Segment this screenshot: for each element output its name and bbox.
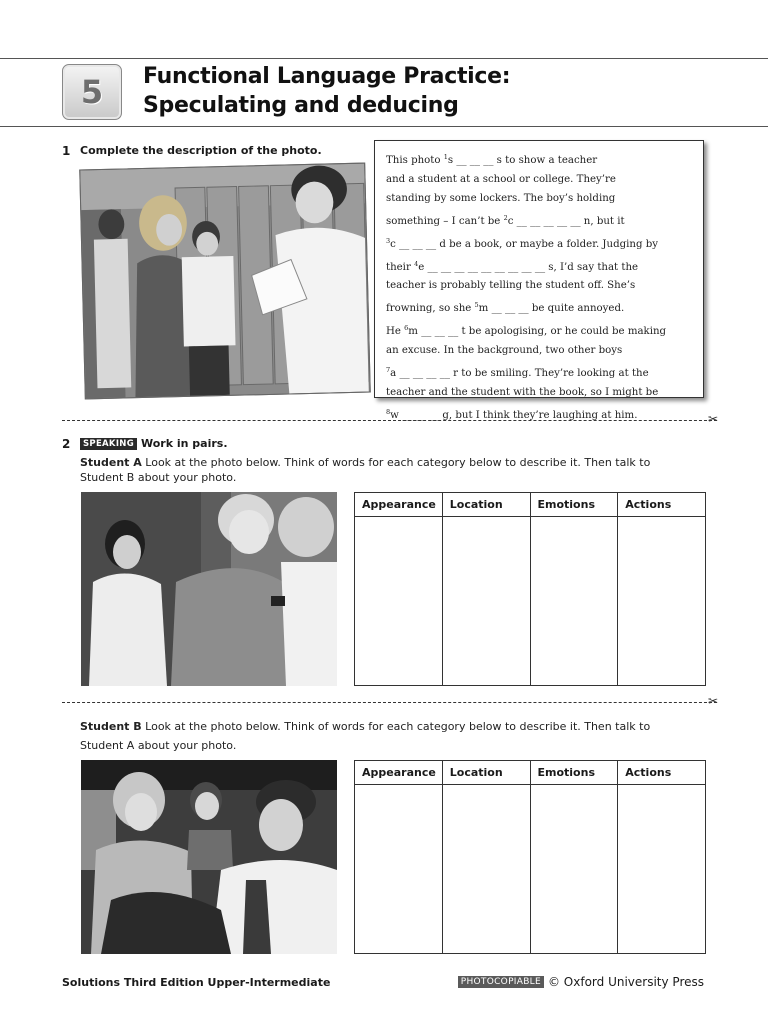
student-b-col-emotions: Emotions bbox=[530, 761, 618, 785]
footer-copyright bbox=[458, 975, 704, 989]
student-b-text: Look at the photo below. Think of words for each category below to describe it. Then talk to Student A about your photo. bbox=[80, 720, 651, 752]
gap-number: 7 bbox=[386, 366, 391, 375]
student-a-photo bbox=[81, 492, 337, 686]
text-line: standing by some lockers. The boy’s holding bbox=[386, 192, 616, 204]
student-b-label: Student B bbox=[80, 720, 142, 733]
gap-number: 1 bbox=[443, 153, 448, 161]
text-line: teacher is probably telling the student off. She’s bbox=[386, 280, 636, 292]
exercise-2-heading bbox=[80, 437, 228, 450]
text-line: $^3$c __ __ __ d be a book, or maybe a folder. Judging by bbox=[386, 236, 658, 250]
student-b-cell-emotions[interactable] bbox=[530, 785, 618, 954]
gap-number: 5 bbox=[474, 301, 479, 310]
photocopiable-badge: PHOTOCOPIABLE bbox=[458, 976, 544, 988]
text-line: This photo $^1$s __ __ __ s to show a teacher bbox=[386, 153, 598, 166]
gap-number: 8 bbox=[386, 407, 391, 416]
text-line: $^7$a __ __ __ __ r to be smiling. They’re looking at the bbox=[386, 366, 649, 380]
text-line: something – I can’t be $^2$c __ __ __ __ __ n, but it bbox=[386, 213, 625, 227]
text-line: their $^4$e __ __ __ __ __ __ __ __ __ s, I’d say that the bbox=[386, 259, 639, 273]
student-b-cell-actions[interactable] bbox=[618, 785, 706, 954]
speaking-tag: SPEAKING bbox=[80, 438, 137, 450]
gap-number: 2 bbox=[503, 213, 508, 222]
text-line: teacher and the student with the book, so I might be bbox=[386, 386, 659, 398]
gap-number: 6 bbox=[404, 324, 409, 333]
student-b-photo bbox=[81, 760, 337, 954]
student-b-cell-appearance[interactable] bbox=[355, 785, 443, 954]
exercise-1-instruction: Complete the description of the photo. bbox=[80, 144, 322, 157]
gap-number: 3 bbox=[386, 236, 391, 245]
exercise-2-heading-text: Work in pairs. bbox=[140, 437, 228, 450]
text-line: frowning, so she $^5$m __ __ __ be quite annoyed. bbox=[386, 301, 625, 315]
student-b-cell-location[interactable] bbox=[442, 785, 530, 954]
student-a-label: Student A bbox=[80, 456, 142, 469]
top-rule bbox=[0, 58, 768, 59]
exercise-2-number: 2 bbox=[62, 437, 71, 451]
student-a-col-emotions: Emotions bbox=[530, 493, 618, 517]
page-title bbox=[143, 62, 510, 120]
student-b-table bbox=[354, 760, 706, 954]
student-a-cell-location[interactable] bbox=[442, 517, 530, 686]
header-rule bbox=[0, 126, 768, 127]
student-b-col-location: Location bbox=[442, 761, 530, 785]
student-a-instruction bbox=[80, 455, 680, 485]
student-a-col-location: Location bbox=[442, 493, 530, 517]
title-line-2: Speculating and deducing bbox=[143, 93, 459, 118]
scissors-icon: ✂ bbox=[708, 412, 719, 426]
footer-book-title: Solutions Third Edition Upper-Intermediate bbox=[62, 976, 331, 989]
student-b-col-actions: Actions bbox=[618, 761, 706, 785]
text-line: $^8$w __ __ __ g, but I think they’re laughing at him. bbox=[386, 407, 638, 421]
student-a-cell-emotions[interactable] bbox=[530, 517, 618, 686]
student-b-col-appearance: Appearance bbox=[355, 761, 443, 785]
cut-line-2 bbox=[62, 702, 717, 703]
unit-number-badge: 5 bbox=[62, 64, 122, 120]
copyright-text: © Oxford University Press bbox=[547, 975, 704, 989]
text-line: and a student at a school or college. They’re bbox=[386, 173, 616, 185]
student-a-cell-actions[interactable] bbox=[618, 517, 706, 686]
exercise-1-number: 1 bbox=[62, 144, 71, 158]
student-a-cell-appearance[interactable] bbox=[355, 517, 443, 686]
student-a-text: Look at the photo below. Think of words for each category below to describe it. Then talk to Student B about your photo. bbox=[80, 456, 651, 484]
student-a-col-appearance: Appearance bbox=[355, 493, 443, 517]
cut-line-1 bbox=[62, 420, 717, 421]
scissors-icon-2: ✂ bbox=[708, 694, 719, 708]
exercise-1-gapfill-text bbox=[374, 140, 704, 421]
student-a-col-actions: Actions bbox=[618, 493, 706, 517]
student-b-instruction bbox=[80, 717, 690, 755]
exercise-1-photo bbox=[79, 163, 371, 400]
student-a-table bbox=[354, 492, 706, 686]
title-line-1: Functional Language Practice: bbox=[143, 64, 511, 89]
text-line: He $^6$m __ __ __ t be apologising, or he could be making bbox=[386, 324, 667, 338]
text-line: an excuse. In the background, two other boys bbox=[386, 345, 623, 357]
gap-number: 4 bbox=[414, 259, 419, 268]
